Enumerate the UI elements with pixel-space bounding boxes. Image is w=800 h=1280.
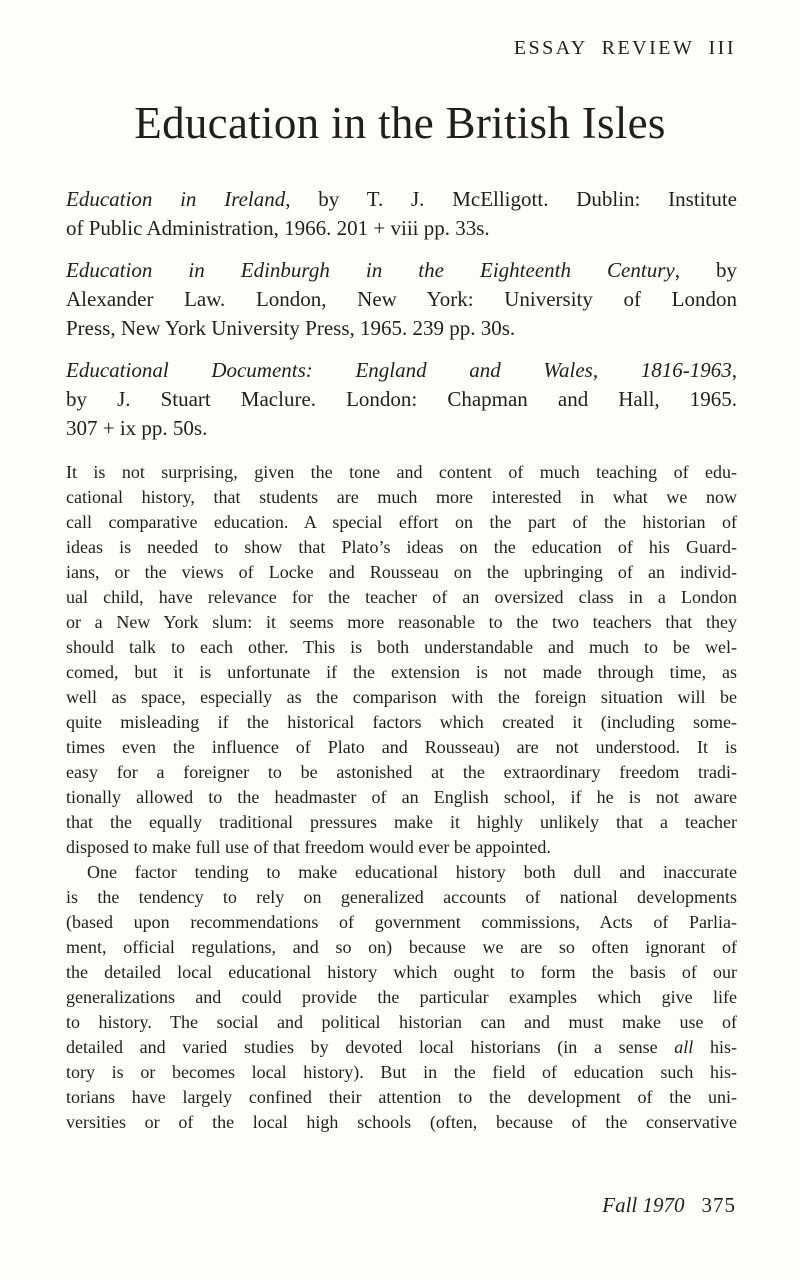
body-line: One factor tending to make educational history both dull and inaccurate — [87, 862, 737, 882]
body-line: tionally allowed to the headmaster of an English school, if he is not aware — [66, 787, 737, 807]
body-line: well as space, especially as the comparison with the foreign situation will be — [66, 687, 737, 707]
body-line: versities or of the local high schools (often, because of the conservative — [66, 1112, 737, 1132]
citation — [66, 356, 737, 443]
body-line: times even the influence of Plato and Rousseau) are not understood. It is — [66, 737, 737, 757]
body-line: cational history, that students are much more interested in what we now — [66, 487, 737, 507]
body-line: ual child, have relevance for the teacher of an oversized class in a London — [66, 587, 737, 607]
body-line: (based upon recommendations of government commissions, Acts of Parlia- — [66, 912, 737, 932]
body-line: generalizations and could provide the particular examples which give life — [66, 987, 737, 1007]
body-line: torians have largely confined their attention to the development of the uni- — [66, 1087, 737, 1107]
body-line: to history. The social and political historian can and must make use of — [66, 1012, 737, 1032]
citation-line: Educational Documents: England and Wales, 1816-1963, — [66, 358, 737, 382]
citation-line: by J. Stuart Maclure. London: Chapman and Hall, 1965. — [66, 387, 737, 411]
body-line: tory is or becomes local history). But in the field of education such his- — [66, 1062, 737, 1082]
citation-line: Press, New York University Press, 1965. 239 pp. 30s. — [66, 316, 516, 340]
citation-line: Education in Ireland, by T. J. McElligott. Dublin: Institute — [66, 187, 737, 211]
running-head: ESSAY REVIEW III — [513, 37, 736, 59]
page-number: 375 — [701, 1193, 736, 1217]
body-text — [66, 460, 737, 1135]
body-line: call comparative education. A special effort on the part of the historian of — [66, 512, 737, 532]
page-title: Education in the British Isles — [134, 98, 666, 148]
body-line: ment, official regulations, and so on) because we are so often ignorant of — [66, 937, 737, 957]
body-line: quite misleading if the historical factors which created it (including some- — [66, 712, 737, 732]
body-paragraph — [66, 860, 737, 1135]
body-line: comed, but it is unfortunate if the extension is not made through time, as — [66, 662, 737, 682]
body-line: should talk to each other. This is both understandable and much to be wel- — [66, 637, 737, 657]
body-line: that the equally traditional pressures make it highly unlikely that a teacher — [66, 812, 737, 832]
citation-list — [66, 185, 737, 456]
body-line: It is not surprising, given the tone and content of much teaching of edu- — [66, 462, 737, 482]
citation — [66, 256, 737, 343]
citation — [66, 185, 737, 243]
body-line: or a New York slum: it seems more reasonable to the two teachers that they — [66, 612, 737, 632]
citation-line: 307 + ix pp. 50s. — [66, 416, 208, 440]
page-footer — [602, 1193, 736, 1218]
body-line: ians, or the views of Locke and Rousseau on the upbringing of an individ- — [66, 562, 737, 582]
body-line: is the tendency to rely on generalized accounts of national developments — [66, 887, 737, 907]
journal-issue: Fall 1970 — [602, 1193, 685, 1217]
body-line: ideas is needed to show that Plato’s ideas on the education of his Guard- — [66, 537, 737, 557]
citation-line: of Public Administration, 1966. 201 + viii pp. 33s. — [66, 216, 490, 240]
body-line: easy for a foreigner to be astonished at the extraordinary freedom tradi- — [66, 762, 737, 782]
citation-line: Education in Edinburgh in the Eighteenth Century, by — [66, 258, 737, 282]
body-line: the detailed local educational history which ought to form the basis of our — [66, 962, 737, 982]
body-line: detailed and varied studies by devoted local historians (in a sense all his- — [66, 1037, 737, 1057]
body-paragraph — [66, 460, 737, 860]
body-line: disposed to make full use of that freedom would ever be appointed. — [66, 837, 551, 857]
citation-line: Alexander Law. London, New York: University of London — [66, 287, 737, 311]
